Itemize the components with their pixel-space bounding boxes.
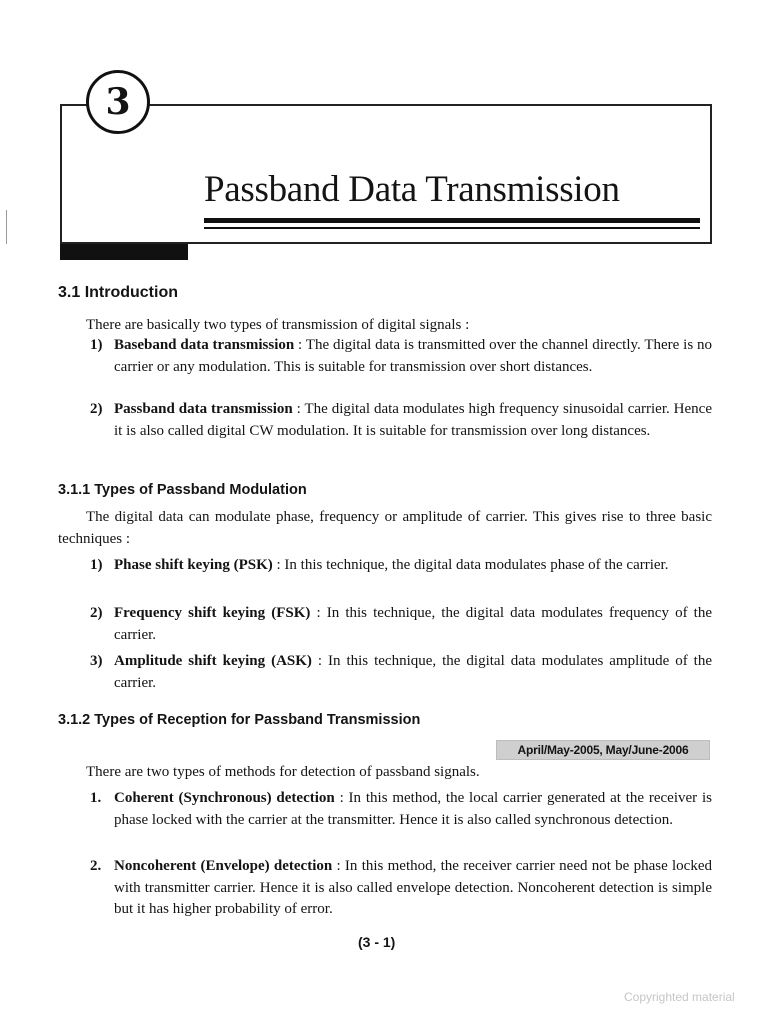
header-box-left-border — [60, 104, 62, 244]
list-item-term: Frequency shift keying (FSK) — [114, 605, 311, 621]
list-item — [90, 603, 712, 646]
list-item-term: Passband data transmission — [114, 401, 293, 417]
header-box-top-border — [60, 104, 712, 106]
list-item-number: 1) — [90, 337, 103, 353]
list-item-description: : The digital data is transmitted over the channel directly. There is no carrier or any modulation. This is suitable for transmission over short distances. — [114, 337, 712, 375]
list-item — [90, 856, 712, 921]
margin-mark — [6, 210, 7, 244]
list-item-number: 3) — [90, 653, 103, 669]
title-rule-thick — [204, 218, 700, 223]
list-item — [90, 399, 712, 442]
list-item — [90, 555, 712, 577]
chapter-number: 3 — [105, 81, 131, 123]
list-item-description: : In this technique, the digital data modulates frequency of the carrier. — [114, 605, 712, 643]
list-item-number: 2) — [90, 401, 103, 417]
list-item-text — [114, 603, 712, 646]
list-item-term: Amplitude shift keying (ASK) — [114, 653, 312, 669]
list-item-description: : In this method, the local carrier generated at the receiver is phase locked with the carrier at the transmitter. Hence it is also called synchronous detection. — [114, 790, 712, 828]
section-3-1-2-intro: There are two types of methods for detection of passband signals. — [86, 764, 480, 780]
list-item-text — [114, 399, 712, 442]
section-3-1-intro: There are basically two types of transmission of digital signals : — [86, 317, 470, 333]
list-item-text — [114, 651, 712, 694]
list-item-description: : The digital data modulates high frequency sinusoidal carrier. Hence it is also called digital CW modulation. It is suitable for transmission over long distances. — [114, 401, 712, 439]
list-item-number: 2) — [90, 605, 103, 621]
page-number: (3 - 1) — [358, 934, 396, 950]
list-item-number: 2. — [90, 858, 102, 874]
header-box-right-border — [710, 104, 712, 244]
list-item-term: Baseband data transmission — [114, 337, 295, 353]
exam-year-tag: April/May-2005, May/June-2006 — [496, 740, 710, 760]
list-item-number: 1. — [90, 790, 102, 806]
list-item-term: Coherent (Synchronous) detection — [114, 790, 335, 806]
header-black-tab — [60, 244, 188, 260]
list-item-text — [114, 555, 712, 577]
list-item-description: : In this technique, the digital data modulates amplitude of the carrier. — [114, 653, 712, 691]
list-item-description: : In this method, the receiver carrier need not be phase locked with transmitter carrier. Hence it is also called envelope detection. Noncoherent detection is simple but it has higher probability of error. — [114, 858, 713, 917]
list-item-text — [114, 335, 712, 378]
list-item-text — [114, 856, 712, 921]
list-item-number: 1) — [90, 557, 103, 573]
list-item — [90, 335, 712, 378]
list-item — [90, 651, 712, 694]
chapter-title: Passband Data Transmission — [204, 169, 620, 210]
section-heading-3-1-2: 3.1.2 Types of Reception for Passband Transmission — [58, 712, 421, 728]
chapter-number-badge — [86, 70, 150, 134]
list-item-text — [114, 788, 712, 831]
title-rule-thin — [204, 227, 700, 229]
section-3-1-1-intro: The digital data can modulate phase, frequency or amplitude of carrier. This gives rise to three basic techniques : — [58, 509, 712, 547]
list-item — [90, 788, 712, 831]
list-item-term: Phase shift keying (PSK) — [114, 557, 273, 573]
copyright-watermark: Copyrighted material — [624, 990, 735, 1004]
section-heading-3-1: 3.1 Introduction — [58, 284, 178, 301]
list-item-description: : In this technique, the digital data modulates phase of the carrier. — [272, 557, 669, 573]
list-item-term: Noncoherent (Envelope) detection — [114, 858, 333, 874]
section-heading-3-1-1: 3.1.1 Types of Passband Modulation — [58, 482, 307, 498]
